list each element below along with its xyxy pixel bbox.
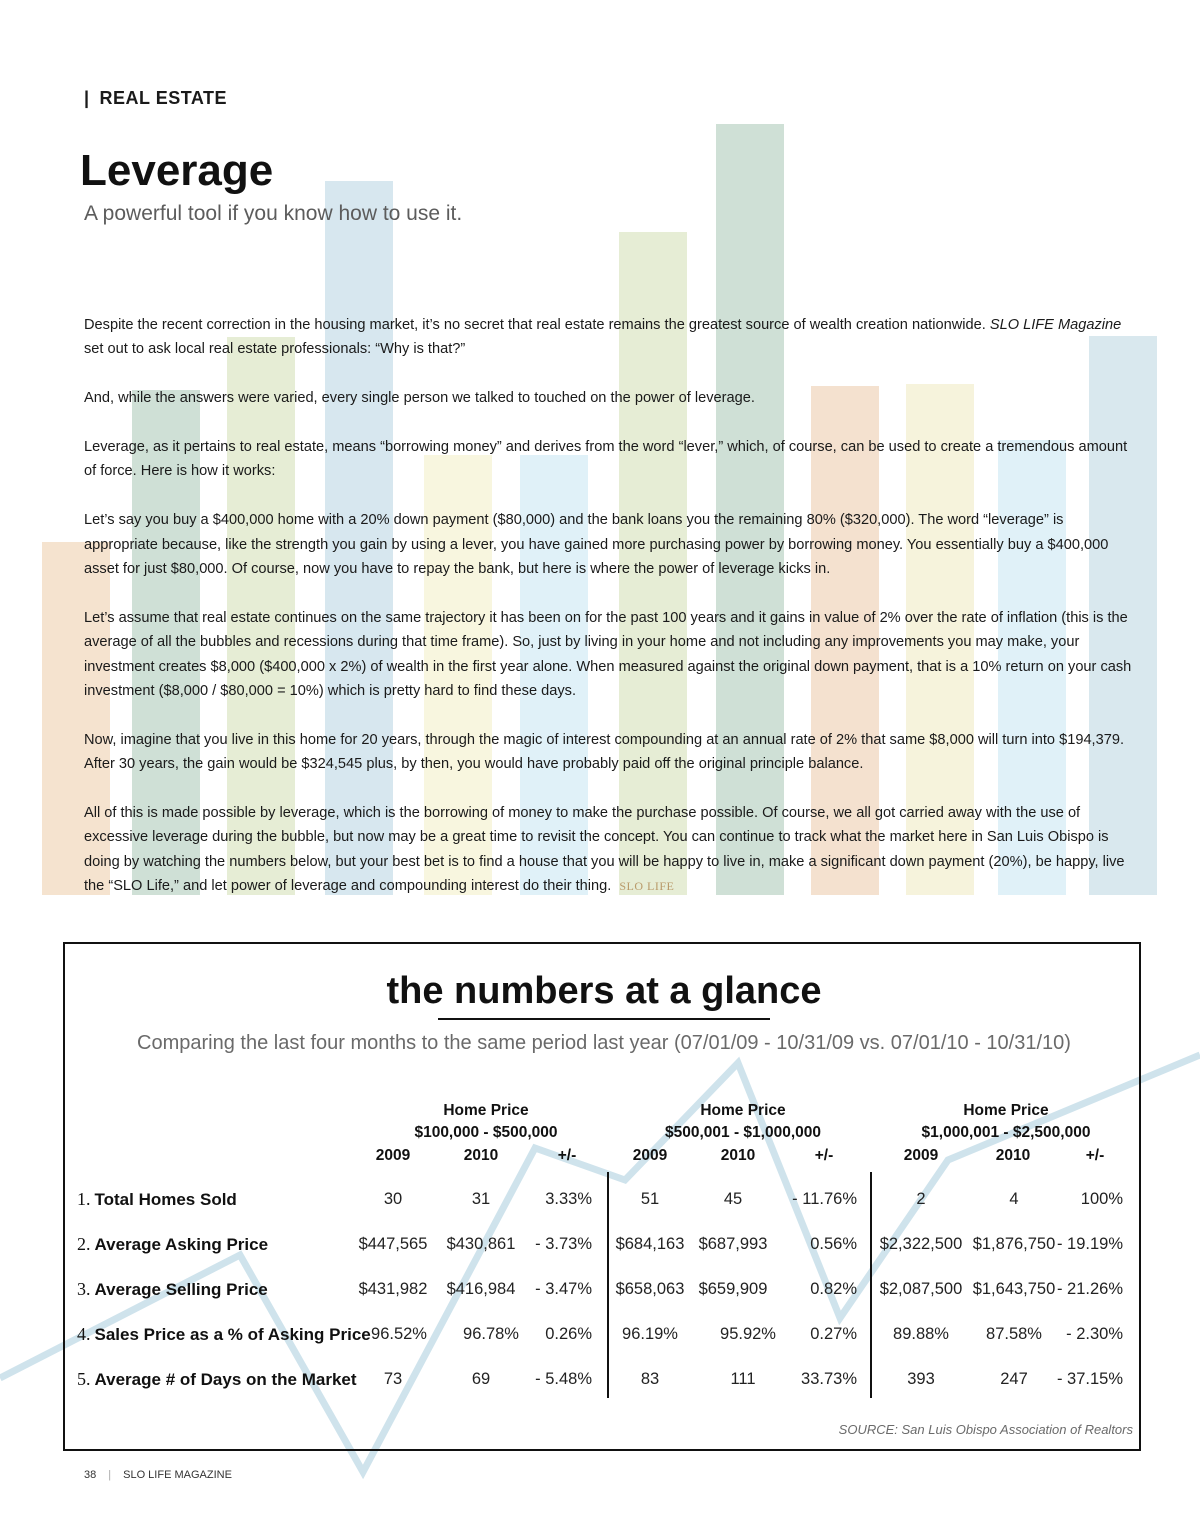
table-cell: - 3.47% [535,1280,592,1298]
article-paragraph [84,313,1134,362]
row-number: 4. [77,1324,91,1344]
article-paragraph: Now, imagine that you live in this home for 20 years, through the magic of interest compounding at an annual rate of 2% that same $8,000 will turn into $194,379. After 30 years, the gain would be $324,545 plus, by then, you would have probably paid off the original principle balance. [84,731,1125,773]
article-paragraph: Let’s assume that real estate continues on the same trajectory it has been on for the past 100 years and it gains in value of 2% over the rate of inflation (this is the average of all the bubbles and recessions during that time frame). So, just by living in your home and not including any improvements you may make, your investment creates $8,000 ($400,000 x 2%) of wealth in the first year alone. When measured against the original down payment, that is a 10% return on your cash investment ($8,000 / $80,000 = 10%) which is pretty hard to find these days. [84,609,1132,700]
table-cell: 69 [471,1370,491,1388]
section-divider: | [84,88,90,108]
table-cell: $2,322,500 [879,1235,963,1253]
table-cell: 45 [723,1190,743,1208]
group-header-line: Home Price [963,1102,1049,1119]
row-label-text: Average Selling Price [94,1280,268,1299]
row-number: 1. [77,1189,91,1209]
table-cell: 96.19% [622,1325,678,1343]
row-label-text: Sales Price as a % of Asking Price [94,1325,371,1344]
change-header: +/- [557,1147,577,1164]
table-cell: $687,993 [698,1235,768,1253]
glance-title: the numbers at a glance [386,970,822,1012]
text-span: All of this is made possible by leverage, which is the borrowing of money to make the purchase possible. Of course, we all got carried away with the use of excessive leverage during the bubble, but now may be a great time to revisit the concept. You can continue to track what the market here in San Luis Obispo is doing by watching the numbers below, but your best bet is to find a house that you will be happy to live in, make a significant down payment (20%), be happy, live the “SLO Life,” and let power of leverage and compounding interest do their thing. [84,805,1125,895]
publication-name: SLO LIFE MAGAZINE [123,1469,232,1481]
row-label-average-days-on-market [77,1369,357,1390]
row-label-average-asking-price [77,1234,268,1255]
article-paragraph: Leverage, as it pertains to real estate, means “borrowing money” and derives from the word “lever,” which, of course, can be used to create a tremendous amount of force. Here is how it works: [84,439,1128,480]
table-cell: - 5.48% [535,1370,592,1388]
table-cell: 89.88% [893,1325,949,1343]
table-cell: $416,984 [446,1280,516,1298]
table-cell: 87.58% [986,1325,1042,1343]
table-cell: 2 [916,1190,926,1208]
table-cell: $684,163 [615,1235,685,1253]
row-number: 3. [77,1279,91,1299]
year-header: 2010 [720,1147,756,1164]
year-header: 2009 [375,1147,411,1164]
magazine-name: SLO LIFE Magazine [989,317,1122,333]
row-label-text: Total Homes Sold [94,1190,237,1209]
group-header-range: $100,000 - $500,000 [414,1124,558,1141]
table-cell: $1,643,750 [972,1280,1056,1298]
table-cell: 0.26% [545,1325,592,1343]
table-cell: 4 [1009,1190,1019,1208]
page-subtitle: A powerful tool if you know how to use it. [84,202,463,225]
article-paragraph [84,801,1134,899]
row-label-total-homes-sold [77,1189,237,1210]
table-cell: - 21.26% [1056,1280,1123,1298]
title-underline [438,1018,770,1020]
text-span: set out to ask local real estate professionals: “Why is that?” [84,341,466,358]
page-footer [84,1469,232,1481]
group-header [886,1100,1126,1144]
row-label-text: Average Asking Price [94,1235,269,1254]
table-cell: $447,565 [358,1235,428,1253]
table-cell: 73 [383,1370,403,1388]
change-header: +/- [1085,1147,1105,1164]
table-cell: - 3.73% [535,1235,592,1253]
group-header-line: Home Price [700,1102,786,1119]
row-label-sales-price-pct-asking [77,1324,371,1345]
table-cell: 51 [640,1190,660,1208]
table-cell: - 2.30% [1066,1325,1123,1343]
table-cell: 95.92% [720,1325,776,1343]
table-cell: 0.82% [810,1280,857,1298]
year-header: 2009 [903,1147,939,1164]
article-paragraph: And, while the answers were varied, every single person we talked to touched on the power of leverage. [84,390,755,407]
glance-subtitle: Comparing the last four months to the same period last year (07/01/09 - 10/31/09 vs. 07/01/10 - 10/31/10) [137,1032,1071,1054]
table-cell: $1,876,750 [972,1235,1056,1253]
page-number: 38 [84,1469,97,1481]
article-paragraph: Let’s say you buy a $400,000 home with a 20% down payment ($80,000) and the bank loans you the remaining 80% ($320,000). The word “leverage” is appropriate because, like the strength you gain by using a lever, you have gained more purchasing power by borrowing money. You essentially buy a $400,000 asset for just $80,000. Of course, now you have to repay the bank, but here is where the power of leverage kicks in. [84,512,1109,578]
source-note: SOURCE: San Luis Obispo Association of Realtors [838,1422,1133,1437]
table-cell: $659,909 [698,1280,768,1298]
table-cell: - 19.19% [1056,1235,1123,1253]
table-cell: 3.33% [545,1190,592,1208]
table-cell: $2,087,500 [879,1280,963,1298]
table-cell: 0.27% [810,1325,857,1343]
table-cell: - 37.15% [1056,1370,1123,1388]
group-header-range: $1,000,001 - $2,500,000 [921,1124,1091,1141]
table-cell: 111 [730,1370,756,1388]
year-header: 2010 [995,1147,1031,1164]
year-header: 2009 [632,1147,668,1164]
table-cell: 100% [1080,1190,1123,1208]
page-title: Leverage [80,146,274,195]
row-label-average-selling-price [77,1279,268,1300]
table-cell: 247 [1000,1370,1028,1388]
table-cell: 33.73% [801,1370,857,1388]
group-header-range: $500,001 - $1,000,000 [665,1124,821,1141]
group-header-line: Home Price [443,1102,529,1119]
table-cell: 393 [907,1370,935,1388]
table-cell: 30 [383,1190,403,1208]
change-header: +/- [814,1147,834,1164]
row-number: 5. [77,1369,91,1389]
table-cell: 31 [471,1190,491,1208]
table-cell: - 11.76% [792,1190,857,1208]
section-label [84,88,227,109]
footer-separator: | [108,1469,112,1481]
table-cell: 96.78% [463,1325,519,1343]
table-cell: 83 [640,1370,660,1388]
table-cell: 0.56% [810,1235,857,1253]
table-cell: $431,982 [358,1280,428,1298]
year-header: 2010 [463,1147,499,1164]
numbers-at-a-glance-box [63,942,1141,1451]
end-mark: SLO LIFE [619,879,675,894]
row-number: 2. [77,1234,91,1254]
row-label-text: Average # of Days on the Market [94,1370,357,1389]
group-header [366,1100,606,1144]
group-header [623,1100,863,1144]
section-label-text: REAL ESTATE [99,88,228,108]
table-cell: 96.52% [371,1325,427,1343]
article-body [84,313,1134,923]
table-cell: $658,063 [615,1280,685,1298]
text-span: Despite the recent correction in the housing market, it’s no secret that real estate remains the greatest source of wealth creation nationwide. [84,317,990,333]
table-cell: $430,861 [446,1235,516,1253]
